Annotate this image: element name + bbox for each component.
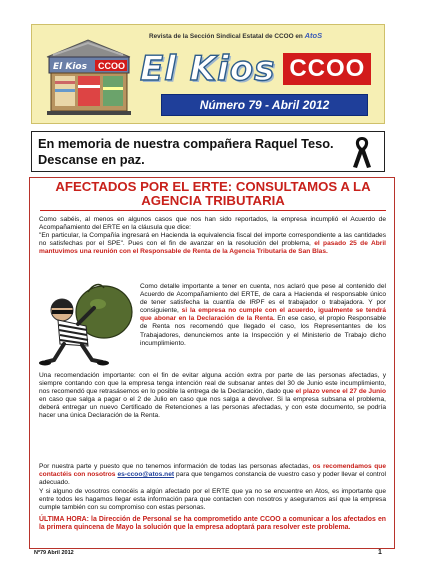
- memorial-line-1: En memoria de nuestra compañera Raquel Teso.: [38, 136, 334, 151]
- logo-ccoo-text: CCOO: [98, 61, 125, 71]
- tagline: [149, 31, 379, 40]
- headline-divider: [40, 210, 386, 211]
- tagline-text: Revista de la Sección Sindical Estatal de CCOO: [149, 33, 294, 40]
- p2-highlight: si la empresa no cumple con el acuerdo, igualmente se tendrá que abonar en la Declaración de la Renta.: [140, 307, 386, 323]
- masthead: [31, 24, 385, 124]
- last-minute-notice: ÚLTIMA HORA: la Dirección de Personal se ha comprometido ante CCOO a comunicar a los afectados en la primera quincena de Mayo la solución que la empresa adoptará para resolver este problema.: [39, 516, 386, 532]
- masthead-title: [140, 47, 380, 91]
- contact-email-link[interactable]: es-ccoo@atos.net: [117, 471, 175, 479]
- p3-highlight: el plazo vence el 27 de Junio: [295, 388, 386, 396]
- footer-issue: Nº79 Abril 2012: [34, 550, 74, 556]
- mourning-ribbon-icon: [351, 135, 373, 169]
- p4-text-a: Por nuestra parte y puesto que no tenemos información de todas las personas afectadas,: [39, 463, 311, 470]
- logo-text: El Kios: [53, 62, 87, 72]
- tagline-connector: en: [295, 33, 303, 40]
- p3-text-b: en caso que salga a pagar o el 2 de Julio en caso que nos salga a devolver. Si la empresa subsana el problema, deberá entregar un nuevo Certificado de Retenciones a las personas afectadas, y con este documento, se podría hacer una única Declaración de la Renta.: [39, 396, 386, 420]
- p1-intro: Como sabéis, al menos en algunos casos que nos han sido reportados, la empresa incumplió el Acuerdo de Acompañamiento del ERTE en la cláusula que dice:: [39, 216, 386, 232]
- atos-brand: AtoS: [304, 31, 323, 40]
- thief-with-sack-icon: [38, 280, 138, 368]
- p4-highlight: os recomendamos que contactéis con nosotros: [39, 463, 386, 479]
- paragraph-1: [39, 216, 386, 256]
- ccoo-logo: CCOO: [283, 53, 371, 85]
- paragraph-2: [140, 283, 386, 348]
- p3-text-a: Una recomendación importante: con el fin de evitar alguna acción extra por parte de las personas afectadas, y siempre contando con que la empresa tenga intención real de subsanar antes del 30 de Junio este incumplimiento, nos recomendó que retrasásemos en lo posible la entrega de la Declaración, dado que: [39, 372, 386, 396]
- p2-text-a: Como detalle importante a tener en cuenta, nos aclaró que pese al contenido del Acuerdo de Acompañamiento del ERTE, de cara a Hacienda el responsable único de tener satisfecha la cuantía de IRPF es el trabajador o trabajadora. Y por consiguiente,: [140, 283, 386, 315]
- page-number: 1: [378, 549, 382, 556]
- issue-number-banner: Número 79 - Abril 2012: [161, 94, 368, 116]
- paragraph-5: Y si alguno de vosotros conocéis a algún afectado por el ERTE que ya no se encuentre en Atos, es importante que entre todos les hagamos llegar esta información para que contacten con nosotros y aseguramos así que la empresa cumple también con su compromiso con estas personas.: [39, 488, 386, 512]
- p1-quote: "En particular, la Compañía ingresará en Hacienda la equivalencia fiscal del importe correspondiente a las cantidades no satisfechas por el SPE". Pues con el fin de avanzar en la resolución del problema,: [39, 232, 386, 248]
- p1-highlight: el pasado 25 de Abril mantuvimos una reunión con el Responsable de Renta de la Agencia Tributaria de San Blas.: [39, 240, 386, 256]
- kiosk-logo-icon: [41, 37, 136, 117]
- title-text: El Kios: [140, 49, 276, 89]
- paragraph-3: [39, 372, 386, 421]
- memorial-box: [31, 131, 385, 172]
- p4-text-b: para que tengamos constancia de vuestro caso y poder llevar el control adecuado.: [39, 471, 386, 487]
- paragraph-4: [39, 463, 386, 487]
- memorial-line-2: Descanse en paz.: [38, 152, 145, 167]
- article-headline: AFECTADOS POR EL ERTE: CONSULTAMOS A LA AGENCIA TRIBUTARIA: [55, 179, 371, 208]
- p2-text-b: En ese caso, el propio Responsable de Renta nos recomendó que llegado el caso, los Representantes de los Trabajadores, denunciemos ante la Inspección y el Ministerio de Trabajo dicho incumplimiento.: [140, 315, 386, 347]
